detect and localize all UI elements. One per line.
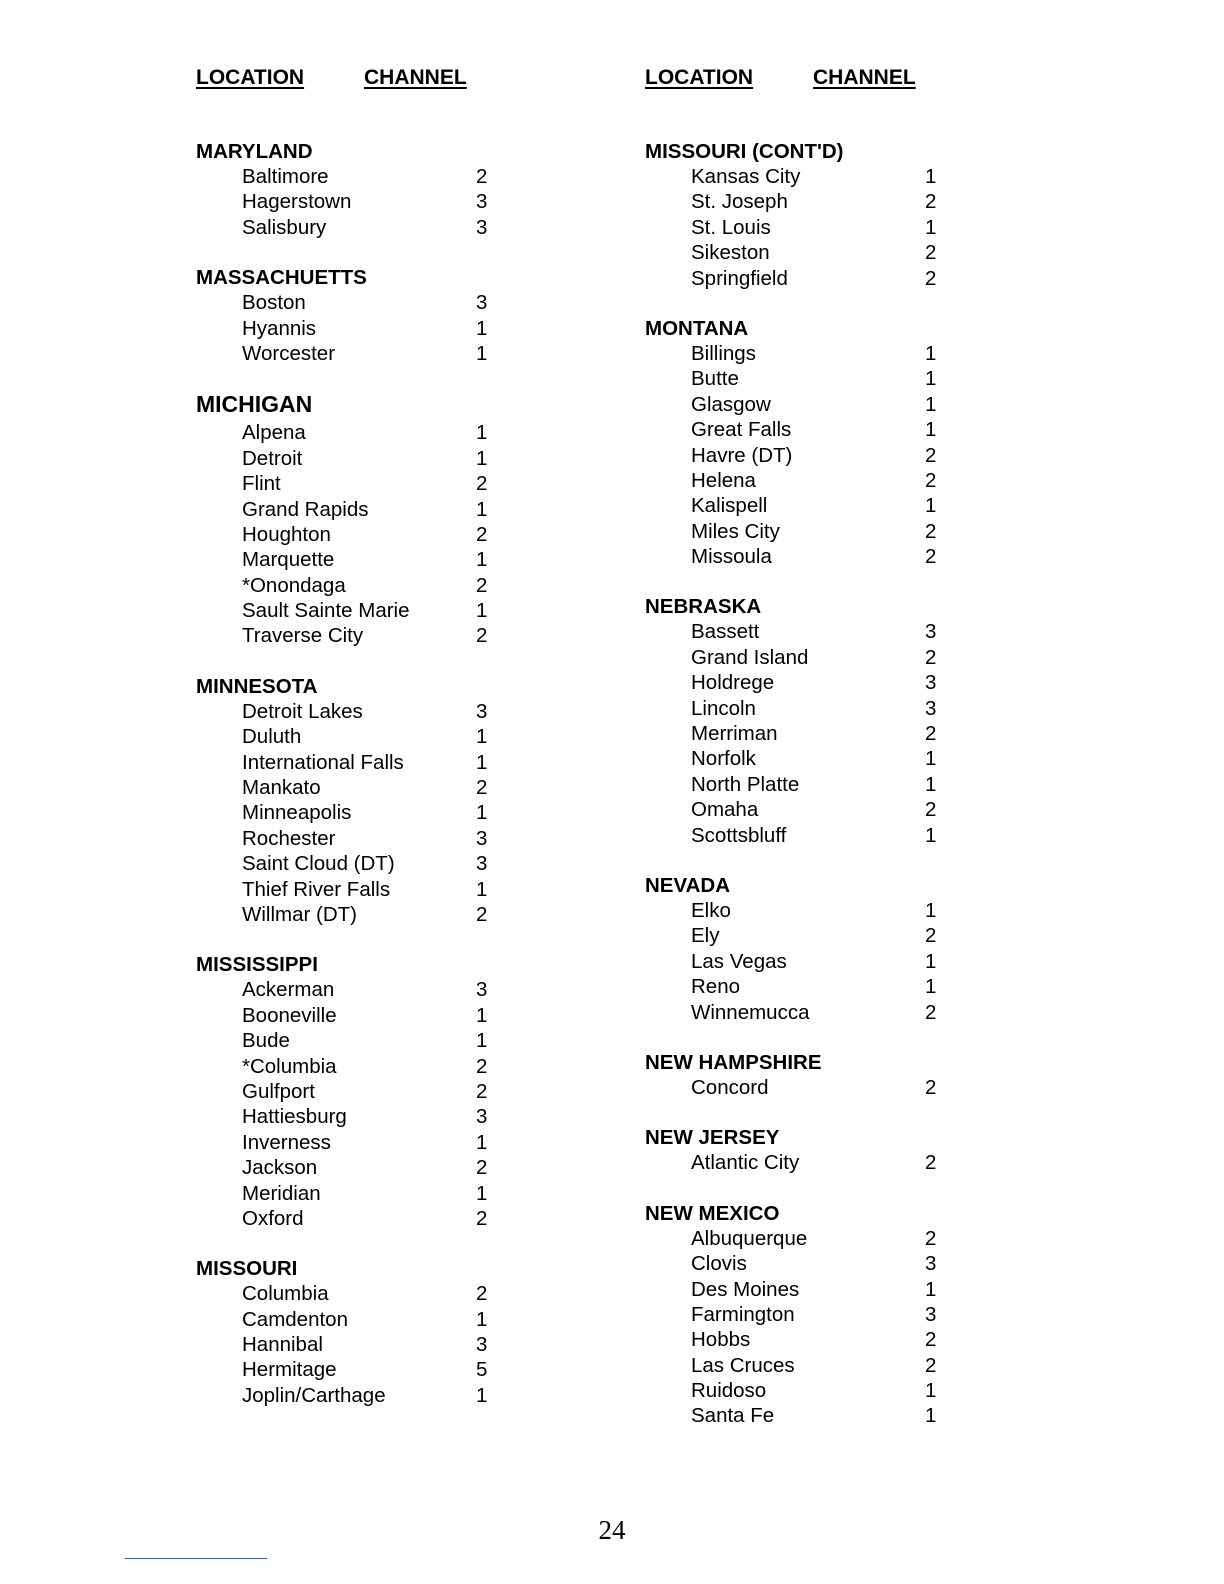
city-name: Hattiesburg: [242, 1105, 347, 1129]
city-name: Bassett: [691, 620, 760, 644]
city-name: Elko: [691, 898, 731, 922]
channel-value: 2: [925, 1000, 937, 1024]
table-row: [196, 598, 526, 623]
city-name: Mankato: [242, 776, 321, 800]
city-name: Houghton: [242, 522, 331, 546]
state-heading: MICHIGAN: [196, 391, 313, 418]
channel-value: 3: [925, 1302, 937, 1326]
table-row: [196, 522, 526, 547]
city-name: Detroit: [242, 446, 303, 470]
table-row: [645, 366, 975, 391]
city-name: Farmington: [691, 1302, 795, 1326]
table-row: [645, 797, 975, 822]
channel-value: 3: [476, 852, 488, 876]
city-name: Gulfport: [242, 1079, 315, 1103]
channel-value: 1: [476, 750, 488, 774]
city-name: Reno: [691, 975, 741, 999]
state-section: [196, 1255, 526, 1408]
state-section: [645, 138, 975, 291]
city-name: Thief River Falls: [242, 877, 391, 901]
city-name: St. Louis: [691, 215, 771, 239]
channel-value: 3: [476, 978, 488, 1002]
channel-value: 2: [925, 241, 937, 265]
table-row: [645, 468, 975, 493]
city-name: Boston: [242, 291, 306, 315]
city-name: St. Joseph: [691, 190, 788, 214]
table-row: [645, 696, 975, 721]
channel-value: 1: [925, 418, 937, 442]
channel-value: 2: [476, 1156, 488, 1180]
city-name: Des Moines: [691, 1277, 800, 1301]
channel-value: 2: [925, 266, 937, 290]
city-name: Ackerman: [242, 978, 335, 1002]
state-heading: MARYLAND: [196, 140, 313, 163]
state-heading: NEW MEXICO: [645, 1201, 780, 1225]
footer-rule: [125, 1558, 267, 1559]
table-row: [196, 290, 526, 315]
table-row: [196, 1181, 526, 1206]
state-section: [645, 593, 975, 848]
channel-value: 2: [925, 1353, 937, 1377]
city-name: Holdrege: [691, 671, 775, 695]
city-name: Las Vegas: [691, 949, 787, 973]
table-row: [645, 645, 975, 670]
channel-value: 2: [476, 165, 488, 188]
table-row: [196, 420, 526, 445]
table-row: [196, 497, 526, 522]
city-name: Hobbs: [691, 1328, 751, 1352]
table-row: [196, 1357, 526, 1382]
city-name: Salisbury: [242, 215, 327, 239]
state-heading: NEW JERSEY: [645, 1126, 780, 1150]
city-name: Billings: [691, 341, 756, 365]
city-name: Santa Fe: [691, 1404, 775, 1428]
page-number: 24: [598, 1515, 626, 1545]
table-row: [645, 1302, 975, 1327]
table-row: [196, 1383, 526, 1408]
city-name: Booneville: [242, 1003, 337, 1027]
city-name: Oxford: [242, 1206, 304, 1230]
channel-value: 1: [476, 1029, 488, 1053]
state-list: [645, 138, 975, 1429]
city-name: Meridian: [242, 1181, 321, 1205]
table-row: [645, 746, 975, 771]
city-name: Hannibal: [242, 1333, 323, 1357]
channel-value: 2: [925, 798, 937, 822]
column-header: [196, 62, 526, 102]
city-name: Inverness: [242, 1130, 331, 1154]
state-section: [196, 673, 526, 928]
channel-value: 2: [925, 1328, 937, 1352]
city-name: Saint Cloud (DT): [242, 852, 395, 876]
channel-value: 1: [476, 1383, 488, 1407]
table-row: [196, 1155, 526, 1180]
table-row: [645, 772, 975, 797]
city-name: Sikeston: [691, 241, 770, 265]
channel-value: 2: [925, 722, 937, 746]
channel-value: 1: [925, 1379, 937, 1403]
table-row: [196, 623, 526, 648]
table-row: [196, 724, 526, 749]
channel-value: 2: [476, 1206, 488, 1230]
table-row: [645, 392, 975, 417]
city-name: Willmar (DT): [242, 902, 357, 926]
table-row: [645, 1353, 975, 1378]
channel-value: 3: [476, 215, 488, 239]
channel-value: 3: [476, 190, 488, 214]
city-name: Hermitage: [242, 1358, 337, 1382]
table-row: [196, 1281, 526, 1306]
table-row: [196, 800, 526, 825]
table-row: [196, 1130, 526, 1155]
table-row: [645, 266, 975, 291]
table-row: [645, 1378, 975, 1403]
city-name: *Onondaga: [242, 573, 346, 597]
table-row: [196, 1104, 526, 1129]
channel-value: 2: [476, 776, 488, 800]
channel-value: 1: [476, 316, 488, 340]
city-name: Scottsbluff: [691, 823, 787, 847]
state-section: [645, 1049, 975, 1100]
city-name: North Platte: [691, 772, 800, 796]
channel-value: 3: [476, 291, 488, 315]
city-name: Glasgow: [691, 392, 771, 416]
channel-value: 2: [925, 1151, 937, 1175]
city-name: Rochester: [242, 826, 336, 850]
city-name: Norfolk: [691, 747, 756, 771]
city-name: Baltimore: [242, 165, 329, 188]
table-row: [645, 341, 975, 366]
column-header: [645, 62, 975, 102]
city-name: Havre (DT): [691, 443, 793, 467]
table-row: [196, 341, 526, 366]
channel-value: 1: [476, 1130, 488, 1154]
table-row: [196, 851, 526, 876]
table-row: [645, 417, 975, 442]
city-name: Joplin/Carthage: [242, 1383, 386, 1407]
table-row: [196, 826, 526, 851]
city-name: Merriman: [691, 722, 778, 746]
table-row: [196, 775, 526, 800]
channel-value: 3: [925, 1252, 937, 1276]
channel-value: 2: [925, 190, 937, 214]
city-name: Winnemucca: [691, 1000, 810, 1024]
channel-value: 1: [476, 1307, 488, 1331]
state-heading: NEBRASKA: [645, 595, 762, 619]
table-row: [196, 316, 526, 341]
channel-value: 1: [925, 823, 937, 847]
channel-value: 2: [925, 545, 937, 569]
channel-value: 1: [925, 392, 937, 416]
table-row: [645, 1403, 975, 1428]
channel-value: 2: [476, 1079, 488, 1103]
channel-value: 1: [476, 1003, 488, 1027]
state-heading: MASSACHUETTS: [196, 266, 367, 290]
table-row: [645, 189, 975, 214]
channel-value: 1: [925, 1404, 937, 1428]
channel-value: 2: [925, 924, 937, 948]
table-row: [645, 1327, 975, 1352]
table-row: [196, 164, 526, 189]
channel-value: 1: [925, 341, 937, 365]
table-row: [645, 1150, 975, 1175]
table-row: [645, 443, 975, 468]
city-name: Duluth: [242, 725, 302, 749]
channel-value: 1: [476, 446, 488, 470]
channel-value: 2: [925, 443, 937, 467]
state-section: [645, 1200, 975, 1429]
channel-value: 2: [925, 1075, 937, 1099]
channel-value: 3: [476, 699, 488, 723]
table-row: [645, 949, 975, 974]
state-heading: MISSOURI: [196, 1257, 298, 1281]
table-row: [645, 1226, 975, 1251]
channel-value: 1: [925, 975, 937, 999]
channel-value: 1: [476, 725, 488, 749]
table-row: [196, 471, 526, 496]
table-row: [645, 493, 975, 518]
table-row: [645, 1277, 975, 1302]
state-section: [196, 390, 526, 649]
table-row: [196, 1332, 526, 1357]
city-name: Detroit Lakes: [242, 699, 363, 723]
table-row: [196, 1028, 526, 1053]
city-name: Omaha: [691, 798, 759, 822]
state-section: [196, 264, 526, 366]
channel-value: 3: [476, 1105, 488, 1129]
state-heading: MONTANA: [645, 316, 749, 340]
city-name: Kansas City: [691, 165, 801, 188]
table-row: [196, 1307, 526, 1332]
city-name: Flint: [242, 472, 281, 496]
city-name: Great Falls: [691, 418, 792, 442]
city-name: Helena: [691, 468, 756, 492]
city-name: Minneapolis: [242, 801, 352, 825]
channel-value: 2: [476, 624, 488, 648]
city-name: Hagerstown: [242, 190, 352, 214]
state-section: [645, 315, 975, 570]
city-name: Bude: [242, 1029, 290, 1053]
city-name: Las Cruces: [691, 1353, 795, 1377]
channel-value: 1: [476, 497, 488, 521]
table-row: [196, 1079, 526, 1104]
city-name: Hyannis: [242, 316, 317, 340]
state-heading: MINNESOTA: [196, 674, 318, 698]
location-header: LOCATION: [196, 66, 305, 89]
table-row: [645, 721, 975, 746]
channel-value: 2: [925, 1226, 937, 1250]
table-row: [196, 573, 526, 598]
channel-value: 1: [476, 801, 488, 825]
channel-value: 1: [476, 877, 488, 901]
channel-value: 2: [476, 573, 488, 597]
city-name: International Falls: [242, 750, 404, 774]
city-name: Ely: [691, 924, 720, 948]
channel-value: 1: [925, 772, 937, 796]
channel-value: 2: [925, 519, 937, 543]
channel-value: 1: [925, 165, 937, 188]
channel-value: 2: [925, 468, 937, 492]
channel-header: CHANNEL: [364, 66, 467, 89]
city-name: Jackson: [242, 1156, 318, 1180]
city-name: Alpena: [242, 421, 306, 445]
channel-value: 1: [925, 494, 937, 518]
channel-value: 3: [925, 620, 937, 644]
state-heading: NEVADA: [645, 873, 731, 897]
city-name: Kalispell: [691, 494, 768, 518]
city-name: Worcester: [242, 341, 336, 365]
table-row: [196, 446, 526, 471]
channel-value: 3: [925, 696, 937, 720]
channel-value: 2: [925, 645, 937, 669]
table-row: [645, 974, 975, 999]
city-name: Atlantic City: [691, 1151, 800, 1175]
channel-value: 2: [476, 902, 488, 926]
city-name: Grand Rapids: [242, 497, 369, 521]
channel-value: 2: [476, 522, 488, 546]
city-name: *Columbia: [242, 1054, 337, 1078]
table-row: [196, 215, 526, 240]
city-name: Missoula: [691, 545, 772, 569]
table-row: [645, 164, 975, 189]
city-name: Concord: [691, 1075, 769, 1099]
table-row: [196, 877, 526, 902]
channel-value: 1: [925, 747, 937, 771]
location-header: LOCATION: [645, 66, 754, 89]
city-name: Clovis: [691, 1252, 747, 1276]
table-row: [645, 519, 975, 544]
channel-header: CHANNEL: [813, 66, 916, 89]
city-name: Miles City: [691, 519, 780, 543]
channel-value: 1: [925, 898, 937, 922]
state-heading: MISSISSIPPI: [196, 953, 318, 977]
channel-value: 2: [476, 1282, 488, 1306]
table-row: [196, 699, 526, 724]
city-name: Marquette: [242, 548, 335, 572]
channel-value: 3: [925, 671, 937, 695]
channel-value: 1: [925, 367, 937, 391]
city-name: Columbia: [242, 1282, 329, 1306]
right-column: [645, 62, 975, 1453]
table-row: [645, 215, 975, 240]
channel-value: 5: [476, 1358, 488, 1382]
channel-value: 1: [925, 949, 937, 973]
channel-value: 1: [925, 1277, 937, 1301]
table-row: [196, 750, 526, 775]
table-row: [196, 189, 526, 214]
table-row: [645, 670, 975, 695]
city-name: Camdenton: [242, 1307, 348, 1331]
channel-value: 3: [476, 826, 488, 850]
city-name: Lincoln: [691, 696, 756, 720]
table-row: [645, 544, 975, 569]
table-row: [196, 1054, 526, 1079]
city-name: Grand Island: [691, 645, 809, 669]
state-list: [196, 138, 526, 1408]
channel-value: 3: [476, 1333, 488, 1357]
left-column: [196, 62, 526, 1432]
table-row: [645, 1000, 975, 1025]
table-row: [645, 923, 975, 948]
state-section: [645, 872, 975, 1025]
channel-value: 2: [476, 472, 488, 496]
channel-value: 1: [476, 599, 488, 623]
channel-value: 1: [476, 421, 488, 445]
city-name: Sault Sainte Marie: [242, 599, 410, 623]
table-row: [196, 902, 526, 927]
channel-value: 1: [925, 215, 937, 239]
table-row: [645, 898, 975, 923]
table-row: [645, 823, 975, 848]
table-row: [645, 1251, 975, 1276]
city-name: Springfield: [691, 266, 788, 290]
state-section: [196, 138, 526, 240]
state-section: [645, 1124, 975, 1175]
channel-value: 1: [476, 548, 488, 572]
channel-value: 1: [476, 1181, 488, 1205]
table-row: [196, 977, 526, 1002]
channel-value: 2: [476, 1054, 488, 1078]
table-row: [645, 619, 975, 644]
city-name: Butte: [691, 367, 739, 391]
table-row: [196, 1003, 526, 1028]
city-name: Ruidoso: [691, 1379, 767, 1403]
table-row: [196, 1206, 526, 1231]
city-name: Traverse City: [242, 624, 364, 648]
state-section: [196, 951, 526, 1231]
channel-value: 1: [476, 341, 488, 365]
state-heading: MISSOURI (CONT'D): [645, 140, 844, 163]
city-name: Albuquerque: [691, 1226, 808, 1250]
table-row: [196, 547, 526, 572]
table-row: [645, 240, 975, 265]
state-heading: NEW HAMPSHIRE: [645, 1050, 822, 1074]
table-row: [645, 1075, 975, 1100]
